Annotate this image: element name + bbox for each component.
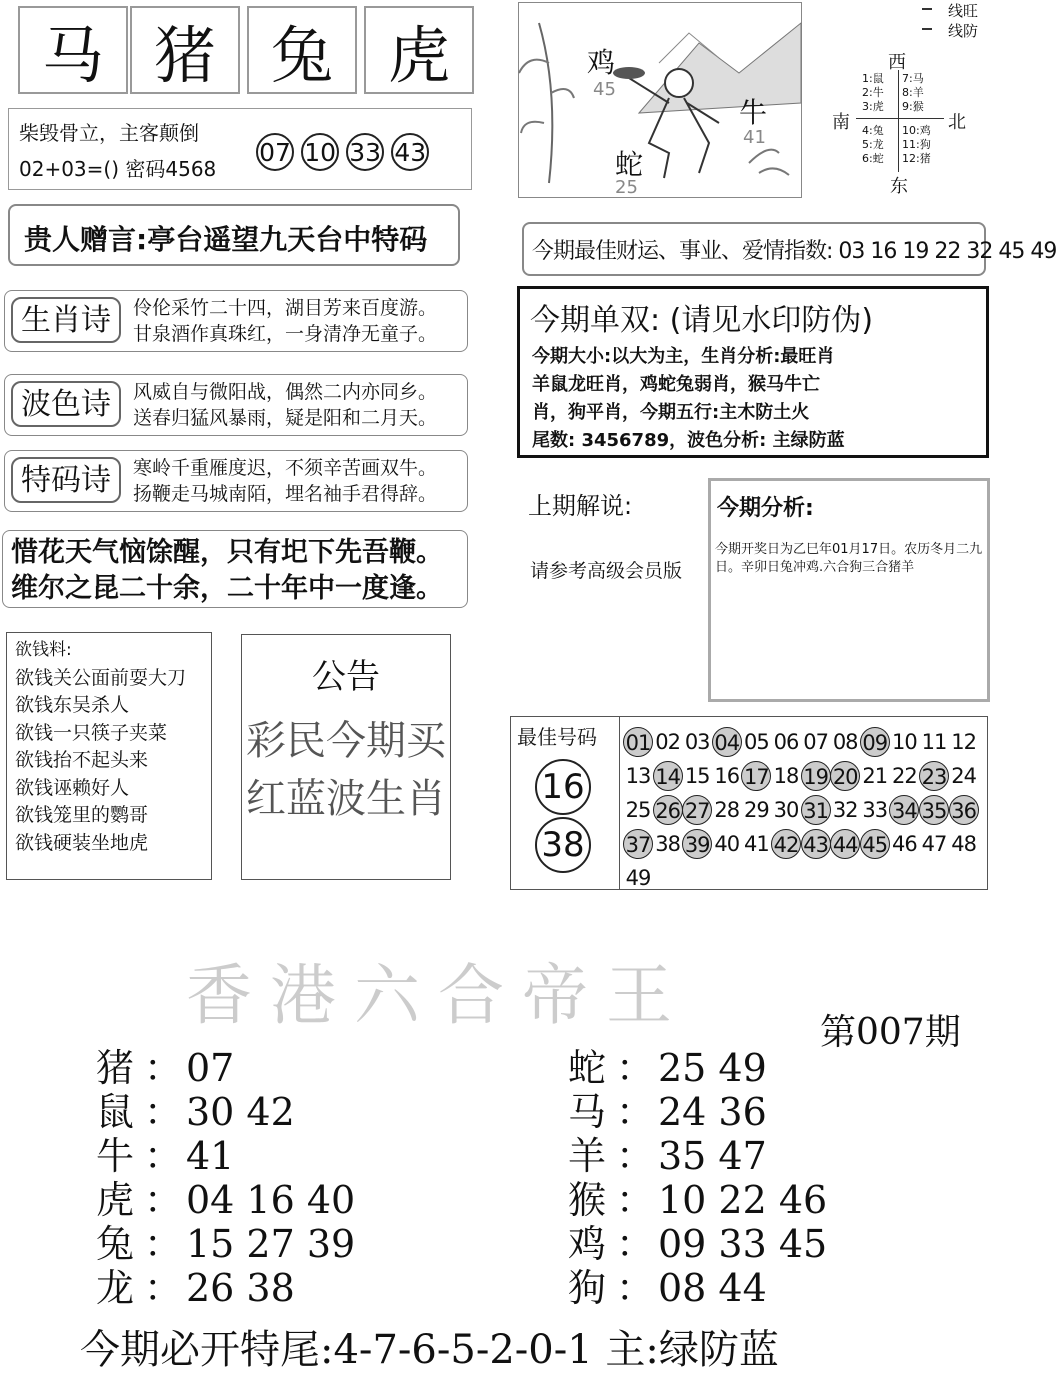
zodiac-numbers: 15 27 39: [186, 1222, 356, 1266]
bottom-special-line: 今期必开特尾:4-7-6-5-2-0-1 主:绿防蓝: [80, 1327, 779, 1373]
poem-label: 特码诗: [11, 457, 121, 503]
grid-number: 39: [682, 829, 712, 859]
grid-number: 03: [684, 730, 710, 754]
compass-east: 东: [890, 176, 908, 197]
guiren-text: 贵人赠言:亭台遥望九天台中特码: [24, 223, 428, 256]
grid-number: 20: [830, 761, 860, 791]
zodiac-number-row: [568, 1090, 767, 1134]
yuqian-item: 欲钱一只筷子夹菜: [15, 721, 168, 744]
zodiac-number-row: [568, 1046, 767, 1090]
yuqian-box: [6, 632, 212, 880]
illustration-panel: [518, 2, 802, 198]
grid-number: 42: [771, 829, 801, 859]
yuqian-item: 欲钱关公面前耍大刀: [15, 666, 187, 689]
big-poem-box: [2, 530, 468, 608]
compass-axis-h: [856, 118, 944, 119]
last-period-text: 请参考高级会员版: [530, 560, 683, 582]
danshuang-title: 今期单双: (请见水印防伪): [530, 303, 874, 338]
grid-number: 09: [860, 727, 890, 757]
analysis-box: [708, 478, 990, 702]
illustration-label-name: 蛇: [615, 148, 644, 181]
poem-line: 伶伦采竹二十四，湖目芳来百度游。: [133, 297, 438, 319]
zodiac-number-row: [96, 1046, 234, 1090]
code-number-circle: 10: [301, 133, 339, 171]
big-poem-line: 惜花天气恼馀醒，只有圯下先吾鞭。: [11, 537, 443, 568]
compass-cells-right-bottom: 10:鸡 11:狗 12:猪: [902, 124, 931, 165]
grid-number: 15: [684, 764, 710, 788]
grid-number: 49: [625, 866, 651, 890]
best-numbers-box: [510, 716, 988, 890]
poem-line: 甘泉酒作真珠红，一身清净无童子。: [133, 323, 438, 345]
zodiac-name: 龙: [96, 1266, 135, 1310]
zodiac-name: 鼠: [96, 1090, 135, 1134]
best-pick-circle: 16: [535, 759, 591, 815]
poem-label: 波色诗: [11, 381, 121, 427]
yuqian-title: 欲钱料:: [15, 640, 72, 660]
compass-cells-left-top: 1:鼠 2:牛 3:虎: [862, 72, 884, 113]
zodiac-name: 兔: [96, 1222, 135, 1266]
legend-line-solid: [922, 8, 932, 10]
watermark-text: 香港六合帝王: [186, 957, 690, 1034]
danshuang-box: [517, 286, 989, 458]
grid-number: 13: [625, 764, 651, 788]
guiren-box: [8, 204, 460, 266]
compass-cells-left-bottom: 4:兔 5:龙 6:蛇: [862, 124, 884, 165]
compass-axis-v: [898, 70, 899, 172]
zodiac-number-row: [568, 1222, 827, 1266]
grid-number: 16: [714, 764, 740, 788]
danshuang-line: 尾数: 3456789，波色分析: 主绿防蓝: [532, 430, 845, 451]
zodiac-name: 牛: [96, 1134, 135, 1178]
last-period-title: 上期解说:: [528, 492, 633, 520]
zodiac-colon: ：: [144, 1134, 183, 1178]
zodiac-name: 鸡: [568, 1222, 607, 1266]
zodiac-colon: ：: [144, 1222, 183, 1266]
grid-number: 29: [744, 798, 769, 822]
grid-number: 36: [949, 795, 979, 825]
grid-number: 24: [951, 764, 976, 788]
big-poem-line: 维尔之昆二十余，二十年中一度逢。: [11, 573, 443, 604]
title-zodiac-4: 虎: [364, 6, 474, 94]
best-numbers-divider: [619, 717, 620, 889]
grid-number: 41: [744, 832, 769, 856]
zodiac-colon: ：: [144, 1266, 183, 1310]
title-zodiac-1: 马: [18, 6, 128, 94]
code-riddle: 柴毁骨立，主客颠倒: [19, 121, 199, 145]
zodiac-number-row: [96, 1222, 355, 1266]
yuqian-item: 欲钱诬赖好人: [15, 776, 130, 799]
notice-title: 公告: [312, 657, 380, 697]
illustration-label-name: 鸡: [587, 46, 616, 79]
illustration-label-name: 牛: [739, 96, 768, 129]
zodiac-number-row: [96, 1090, 295, 1134]
grid-number: 31: [801, 795, 831, 825]
number-grid: [621, 717, 987, 889]
grid-number: 27: [682, 795, 712, 825]
zodiac-numbers: 25 49: [658, 1046, 767, 1090]
compass-west: 西: [888, 52, 906, 73]
grid-number: 44: [830, 829, 860, 859]
zodiac-colon: ：: [616, 1178, 655, 1222]
zodiac-number-row: [96, 1266, 295, 1310]
grid-number: 10: [892, 730, 917, 754]
danshuang-line: 羊鼠龙旺肖，鸡蛇兔弱肖，猴马牛亡: [532, 374, 820, 395]
zodiac-numbers: 35 47: [658, 1134, 767, 1178]
grid-number: 37: [623, 829, 653, 859]
title-zodiac-2: 猪: [130, 6, 240, 94]
illustration-label-num: 45: [593, 79, 616, 100]
grid-number: 01: [623, 727, 653, 757]
grid-number: 40: [714, 832, 740, 856]
zodiac-number-row: [568, 1266, 767, 1310]
zodiac-colon: ：: [616, 1090, 655, 1134]
grid-number: 22: [892, 764, 917, 788]
title-zodiac-3: 兔: [247, 6, 357, 94]
poem-label: 生肖诗: [11, 297, 121, 343]
code-number-circle: 33: [346, 133, 384, 171]
zodiac-numbers: 10 22 46: [658, 1178, 828, 1222]
best-index-box: [522, 222, 1056, 276]
grid-number: 02: [655, 730, 680, 754]
code-number-circle: 43: [391, 133, 429, 171]
grid-number: 23: [919, 761, 949, 791]
code-number-circle: 07: [256, 133, 294, 171]
yuqian-item: 欲钱抬不起头来: [15, 749, 149, 771]
compass-cells-right-top: 7:马 8:羊 9:猴: [902, 72, 924, 113]
zodiac-colon: ：: [616, 1266, 655, 1310]
zodiac-numbers: 07: [186, 1046, 235, 1090]
poem-box-bose: [4, 374, 468, 436]
period-number: 第007期: [820, 1012, 961, 1053]
best-pick-circle: 38: [535, 817, 591, 873]
notice-line: 彩民今期买: [246, 718, 446, 764]
grid-number: 12: [951, 730, 976, 754]
zodiac-colon: ：: [144, 1178, 183, 1222]
illustration-label-num: 25: [615, 177, 638, 198]
zodiac-name: 虎: [96, 1178, 135, 1222]
zodiac-numbers: 26 38: [186, 1266, 295, 1310]
zodiac-name: 猴: [568, 1178, 607, 1222]
grid-number: 45: [860, 829, 890, 859]
yuqian-item: 欲钱东吴杀人: [15, 694, 130, 716]
notice-line: 红蓝波生肖: [246, 776, 446, 822]
zodiac-colon: ：: [616, 1222, 655, 1266]
grid-number: 46: [892, 832, 917, 856]
zodiac-name: 蛇: [568, 1046, 607, 1090]
grid-number: 07: [803, 730, 828, 754]
zodiac-colon: ：: [144, 1046, 183, 1090]
poem-box-shengxiao: [4, 290, 468, 352]
grid-number: 25: [625, 798, 651, 822]
grid-number: 34: [889, 795, 919, 825]
zodiac-number-row: [96, 1178, 355, 1222]
grid-number: 06: [773, 730, 799, 754]
grid-number: 38: [655, 832, 680, 856]
yuqian-item: 欲钱硬装坐地虎: [15, 831, 149, 854]
poem-line: 扬鞭走马城南陌，埋名袖手君得辞。: [133, 483, 438, 505]
compass-north: 北: [948, 112, 966, 133]
grid-number: 04: [712, 727, 742, 757]
yuqian-item: 欲钱笼里的鹦哥: [15, 804, 149, 826]
zodiac-colon: ：: [616, 1134, 655, 1178]
zodiac-number-row: [568, 1134, 767, 1178]
grid-number: 18: [773, 764, 799, 788]
zodiac-number-row: [568, 1178, 827, 1222]
zodiac-numbers: 04 16 40: [186, 1178, 356, 1222]
grid-number: 47: [921, 832, 947, 856]
grid-number: 32: [832, 798, 858, 822]
zodiac-colon: ：: [144, 1090, 183, 1134]
zodiac-name: 狗: [568, 1266, 607, 1310]
compass-south: 南: [832, 112, 850, 133]
danshuang-line: 今期大小:以大为主，生肖分析:最旺肖: [532, 346, 835, 367]
poem-line: 寒岭千重雁度迟，不须辛苦画双牛。: [133, 457, 438, 479]
grid-number: 33: [862, 798, 888, 822]
grid-number: 21: [862, 764, 888, 788]
grid-number: 28: [714, 798, 740, 822]
grid-number: 19: [801, 761, 831, 791]
grid-number: 48: [951, 832, 976, 856]
analysis-title: 今期分析:: [717, 496, 814, 521]
legend-line-dash: [922, 28, 932, 30]
grid-number: 17: [741, 761, 771, 791]
grid-number: 30: [773, 798, 799, 822]
poem-box-tema: [4, 450, 468, 512]
zodiac-number-row: [96, 1134, 234, 1178]
grid-number: 11: [921, 730, 947, 754]
zodiac-numbers: 41: [186, 1134, 235, 1178]
legend-wang: 线旺: [948, 2, 979, 20]
poem-line: 送春归猛风暴雨，疑是阳和二月天。: [133, 407, 438, 429]
grid-number: 05: [744, 730, 769, 754]
grid-number: 08: [832, 730, 858, 754]
grid-number: 35: [919, 795, 949, 825]
analysis-text: 今期开奖日为乙巳年01月17日。农历冬月二九日。辛卯日兔冲鸡.六合狗三合猪羊: [715, 542, 983, 575]
grid-number: 43: [801, 829, 831, 859]
notice-box: [241, 634, 451, 880]
code-numbers: [256, 133, 431, 171]
code-box: [8, 108, 472, 190]
grid-number: 14: [653, 761, 683, 791]
danshuang-line: 肖，狗平肖，今期五行:主木防土火: [532, 402, 810, 423]
zodiac-colon: ：: [616, 1046, 655, 1090]
zodiac-numbers: 08 44: [658, 1266, 767, 1310]
best-numbers-title: 最佳号码: [517, 725, 597, 749]
illustration-label-num: 41: [743, 127, 766, 148]
zodiac-name: 羊: [568, 1134, 607, 1178]
grid-number: 26: [653, 795, 683, 825]
zodiac-numbers: 24 36: [658, 1090, 767, 1134]
best-index-text: 今期最佳财运、事业、爱情指数: 03 16 19 22 32 45 49: [532, 239, 1056, 264]
legend-fang: 线防: [948, 22, 979, 40]
code-formula: 02+03=() 密码4568: [19, 157, 217, 181]
zodiac-numbers: 30 42: [186, 1090, 295, 1134]
zodiac-numbers: 09 33 45: [658, 1222, 828, 1266]
poem-line: 风威自与微阳战，偶然二内亦同乡。: [133, 381, 438, 403]
zodiac-name: 马: [568, 1090, 607, 1134]
zodiac-name: 猪: [96, 1046, 135, 1090]
